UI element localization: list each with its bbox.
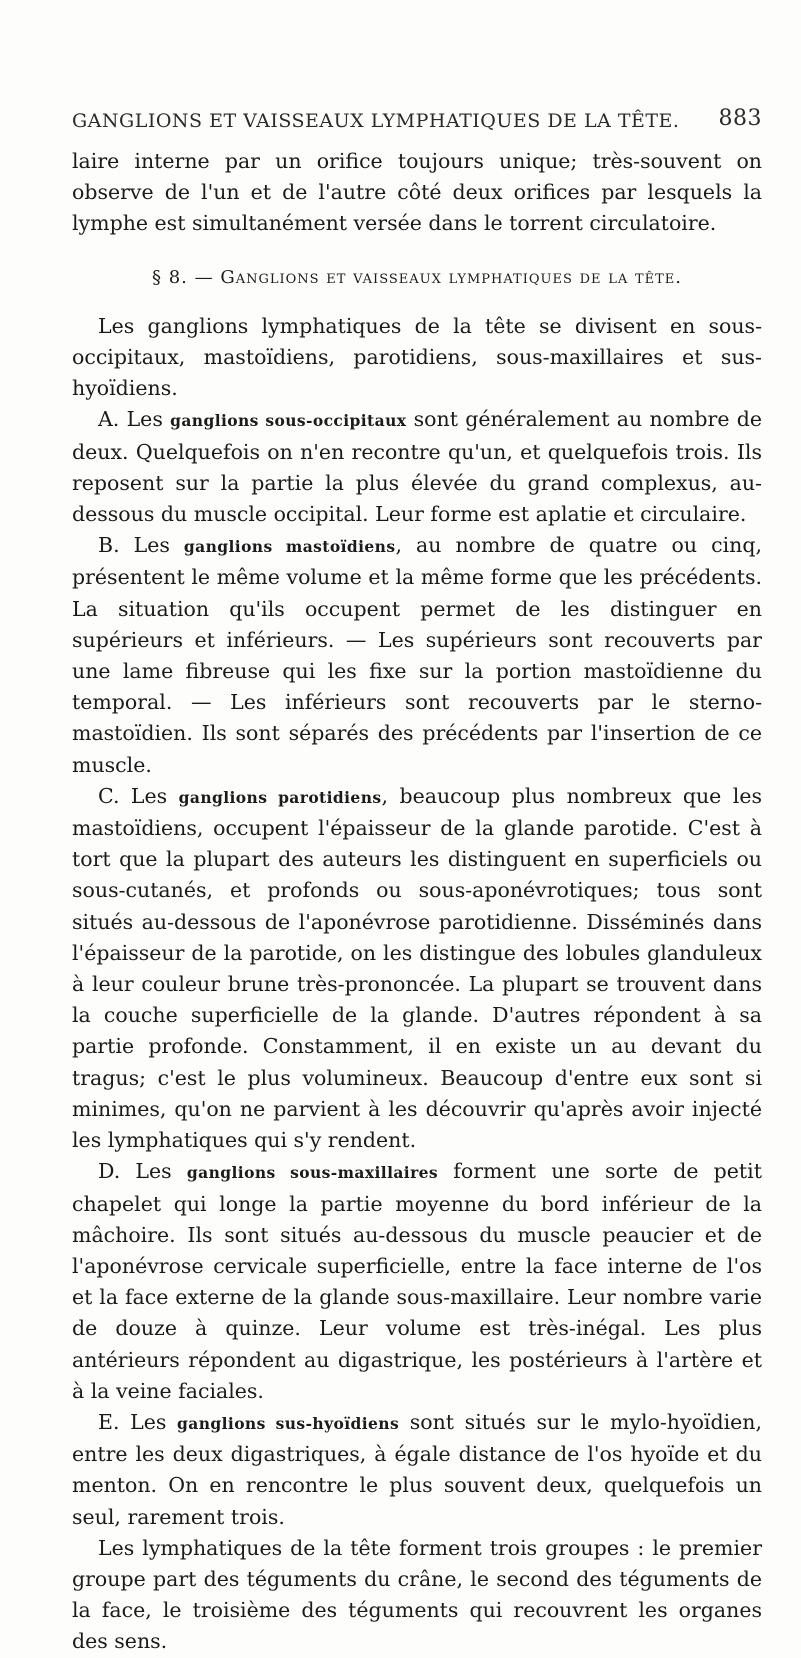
section-number: § 8. — [151, 266, 214, 288]
page-number: 883 [718, 106, 762, 131]
overview-paragraph: Les ganglions lymphatiques de la tête se divisent en sous-occipitaux, mastoïdiens, parotidiens, sous-maxillaires et sus-hyoïdiens. [72, 313, 762, 401]
running-title: GANGLIONS ET VAISSEAUX LYMPHATIQUES DE LA TÊTE. [72, 110, 680, 132]
paragraph-a [72, 404, 762, 530]
paragraph-e-text: sont situés sur le mylo-hyoïdien, entre les deux digastriques, à égale distance de l'os hyoïde et du menton. On en rencontre le plus souvent deux, quelquefois un seul, rarement trois. [72, 1409, 763, 1529]
paragraph-c-text: , beaucoup plus nombreux que les mastoïdiens, occupent l'épaisseur de la glande parotide. C'est à tort que la plupart des auteurs les distinguent en superficiels ou sous-cutanés, et profonds ou sous-aponévrotiques; tous sont situés au-dessous de l'aponévrose parotidienne. Disséminés dans l'épaisseur de la parotide, on les distingue des lobules glanduleux à leur couleur brune très-prononcée. La plupart se trouvent dans la couche superficielle de la glande. D'autres répondent à sa partie profonde. Constamment, il en existe un au devant du tragus; c'est le plus volumineux. Beaucoup d'entre eux sont si minimes, qu'on ne parvient à les découvrir qu'après avoir injecté les lymphatiques qui s'y rendent. [72, 783, 762, 1153]
section-heading [72, 262, 762, 293]
paragraph-d-lead: D. Les [98, 1159, 172, 1184]
paragraph-d-term: ganglions sous-maxillaires [186, 1163, 439, 1183]
paragraph-e-lead: E. Les [98, 1409, 167, 1434]
closing-paragraph: Les lymphatiques de la tête forment trois groupes : le premier groupe part des téguments du crâne, le second des téguments de la face, le troisième des téguments qui recouvrent les organes des sens. [72, 1535, 762, 1654]
section-title: Ganglions et vaisseaux lymphatiques de la tête. [220, 266, 683, 288]
paragraph-e [72, 1407, 762, 1533]
paragraph-b-lead: B. Les [98, 533, 170, 558]
paragraph-b [72, 530, 762, 781]
paragraph-d-text: forment une sorte de petit chapelet qui longe la partie moyenne du bord inférieur de la mâchoire. Ils sont situés au-dessous du muscle peaucier et de l'aponévrose cervicale superficielle, entre la face interne de l'os et la face externe de la glande sous-maxillaire. Leur nombre varie de douze à quinze. Leur volume est très-inégal. Les plus antérieurs répondent au digastrique, les postérieurs à l'artère et à la veine faciales. [72, 1159, 762, 1403]
page-header [72, 106, 762, 136]
body-text [72, 146, 762, 1658]
paragraph-a-lead: A. Les [98, 407, 163, 432]
paragraph-b-term: ganglions mastoïdiens [183, 537, 396, 557]
paragraph-d [72, 1156, 762, 1407]
paragraph-e-term: ganglions sus-hyoïdiens [177, 1413, 400, 1433]
paragraph-c-lead: C. Les [98, 783, 168, 808]
intro-paragraph: laire interne par un orifice toujours unique; très-souvent on observe de l'un et de l'autre côté deux orifices par lesquels la lymphe est simultanément versée dans le torrent circulatoire. [72, 149, 762, 236]
paragraph-a-term: ganglions sous-occipitaux [170, 411, 407, 431]
paragraph-c-term: ganglions parotidiens [178, 787, 382, 807]
paragraph-c [72, 781, 762, 1156]
paragraph-b-text: , au nombre de quatre ou cinq, présentent le même volume et la même forme que les précédents. La situation qu'ils occupent permet de les distinguer en supérieurs et inférieurs. — Les supérieurs sont recouverts par une lame fibreuse qui les fixe sur la portion mastoïdienne du temporal. — Les inférieurs sont recouverts par le sterno-mastoïdien. Ils sont séparés des précédents par l'insertion de ce muscle. [72, 533, 762, 777]
paragraph-a-text: sont généralement au nombre de deux. Quelquefois on n'en recontre qu'un, et quelquefois trois. Ils reposent sur la partie la plus élevée du grand complexus, au-dessous du muscle occipital. Leur forme est aplatie et circulaire. [72, 407, 762, 527]
